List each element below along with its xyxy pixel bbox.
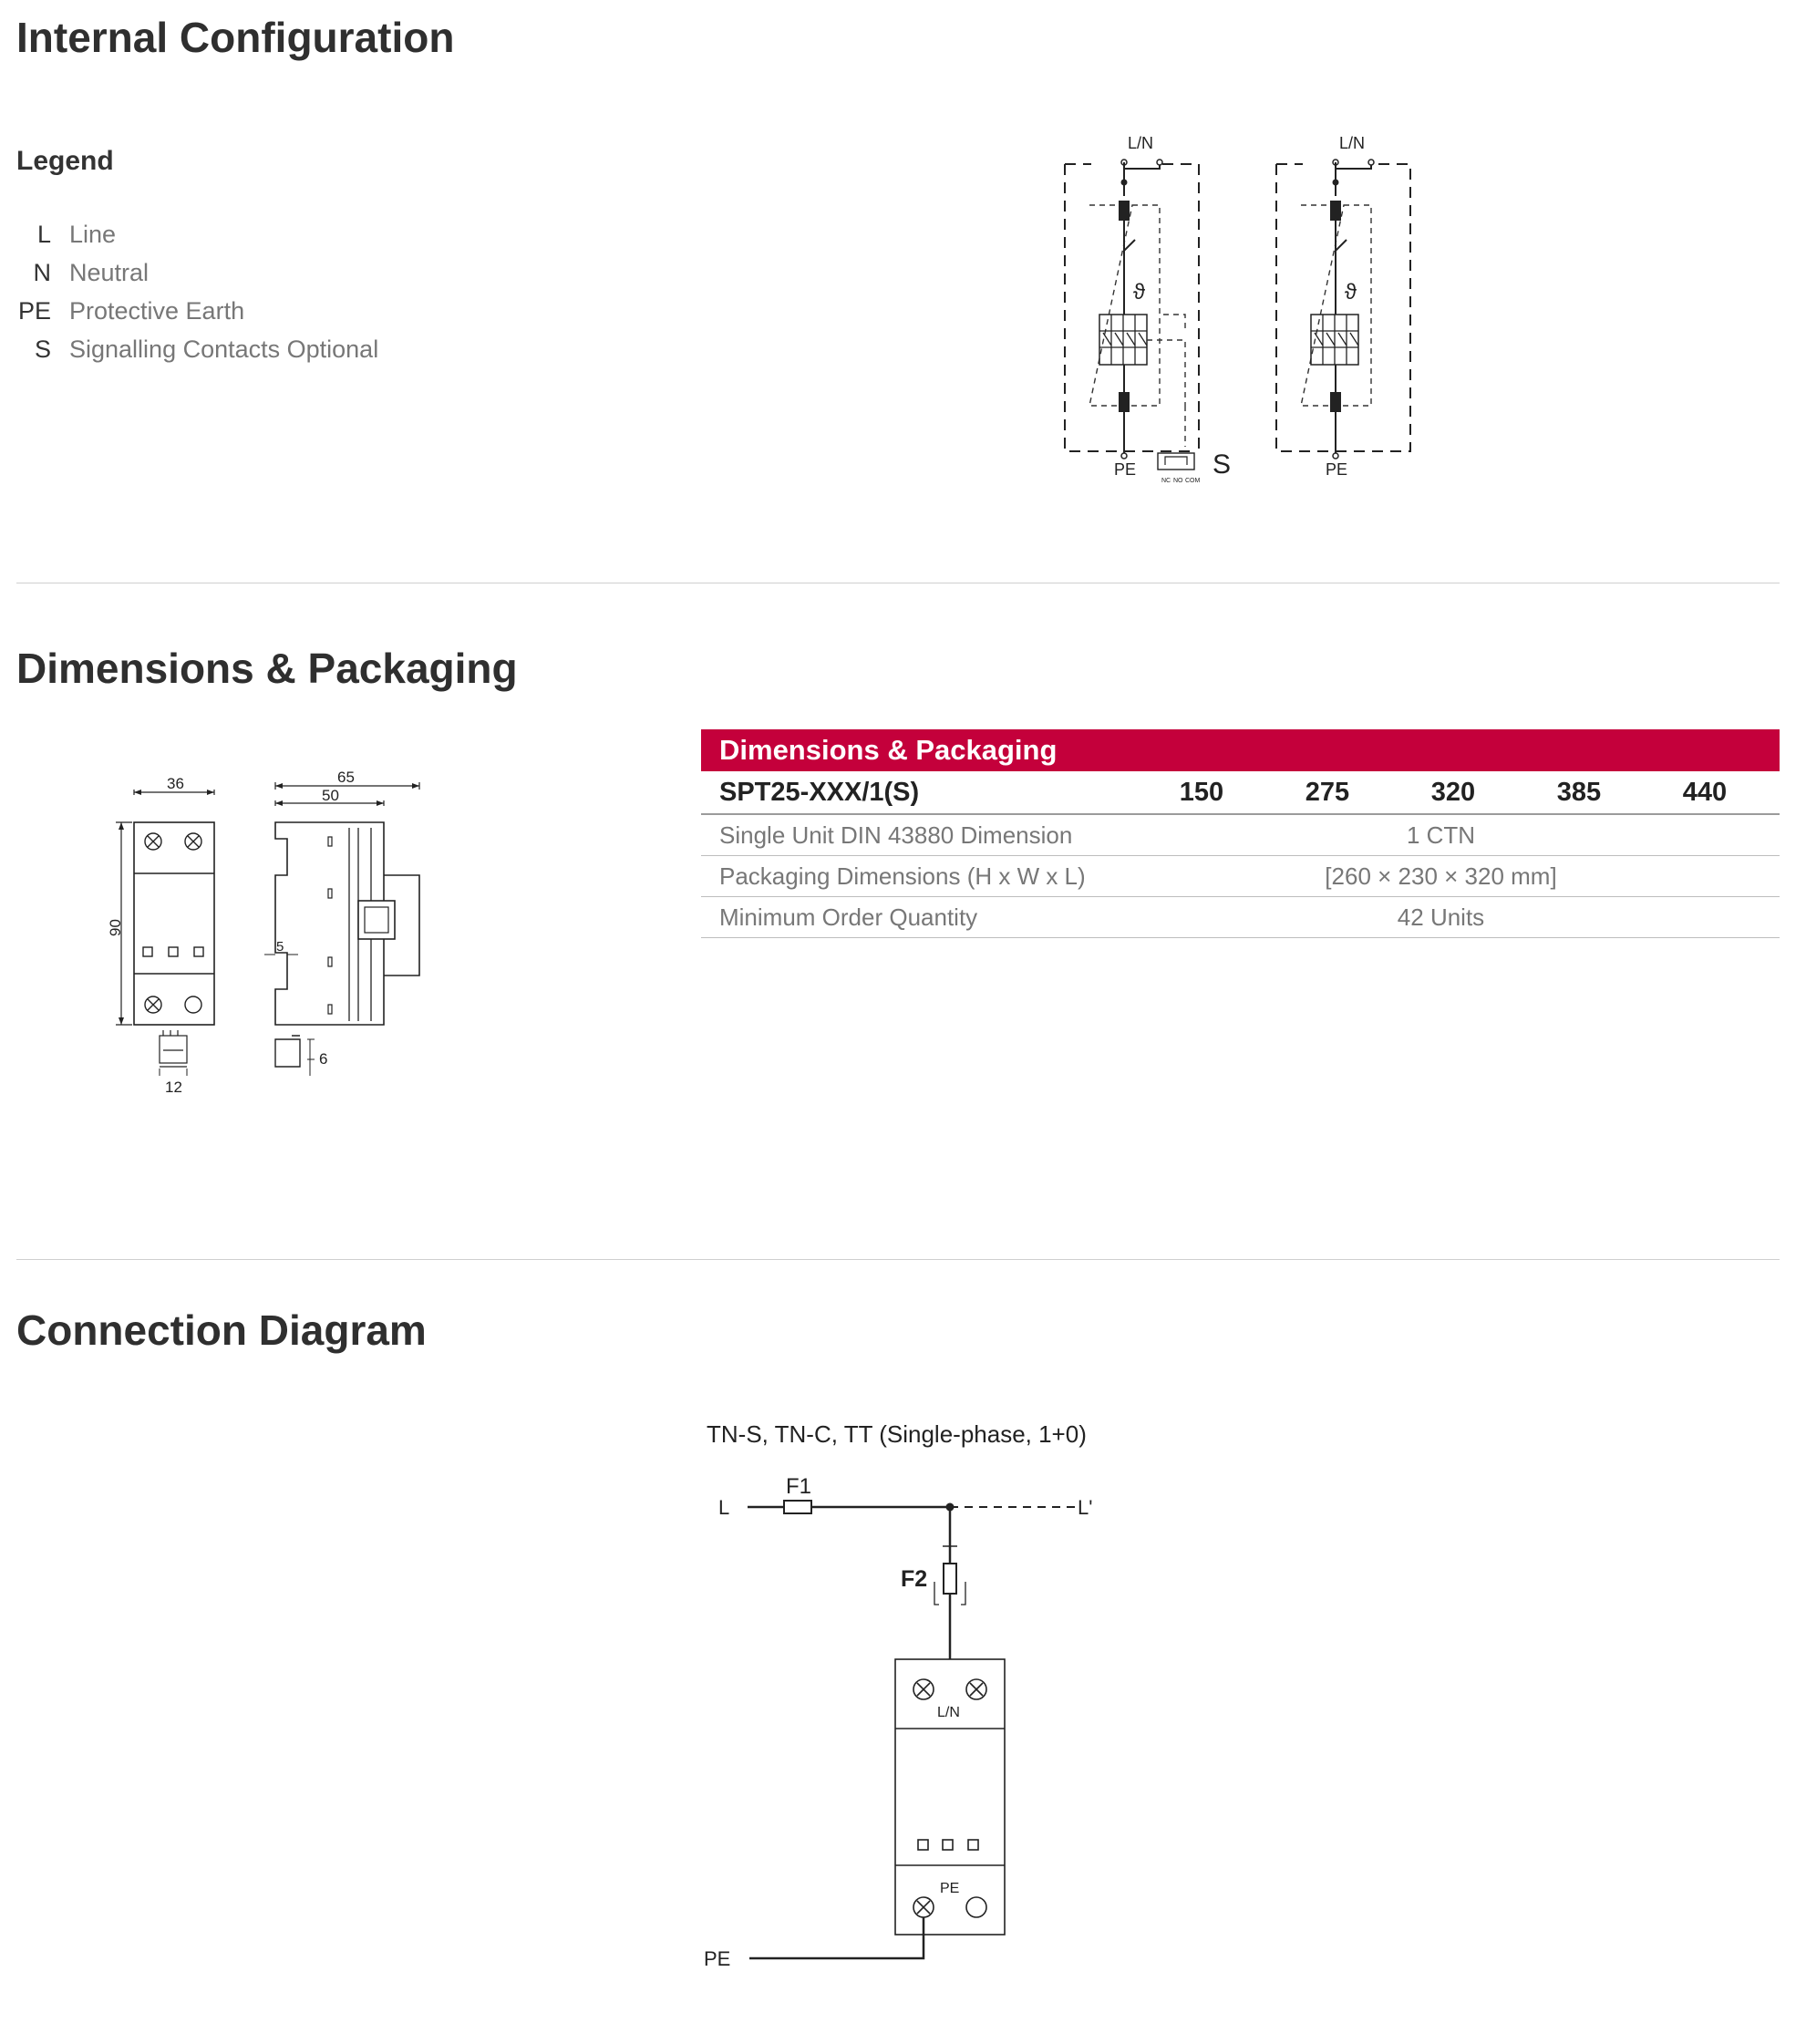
contact-no: NO: [1173, 478, 1183, 484]
table-row: [701, 856, 1780, 897]
schematic-top-label: L/N: [1128, 134, 1154, 152]
legend-list: [16, 215, 378, 368]
table-models-row: [701, 771, 1780, 815]
row-value: [260 × 230 × 320 mm]: [1325, 862, 1557, 890]
f2-label: F2: [901, 1566, 928, 1592]
legend-text: Protective Earth: [69, 296, 245, 325]
section-title-dimensions: Dimensions & Packaging: [16, 645, 518, 692]
legend-item: [16, 330, 378, 368]
dim-90: 90: [107, 919, 124, 936]
schematic-bottom-label: PE: [1326, 460, 1348, 479]
section-title-internal-configuration: Internal Configuration: [16, 14, 455, 61]
dim-65: 65: [337, 769, 355, 786]
legend-code: N: [33, 258, 51, 286]
dim-50: 50: [322, 787, 339, 804]
legend-text: Signalling Contacts Optional: [69, 335, 379, 363]
connection-subtitle: TN-S, TN-C, TT (Single-phase, 1+0): [707, 1420, 1087, 1448]
thermal-symbol: ϑ: [1345, 280, 1357, 305]
device-bottom-label: PE: [940, 1881, 960, 1896]
schematic-s-label: S: [1213, 449, 1232, 480]
line-out-label: L': [1078, 1496, 1093, 1519]
row-value: 1 CTN: [1406, 821, 1476, 849]
section-divider: [16, 1259, 1780, 1260]
f1-label: F1: [786, 1474, 812, 1499]
legend-text: Line: [69, 220, 117, 248]
model-320: 320: [1430, 777, 1476, 807]
dim-36: 36: [167, 775, 184, 792]
contact-nc: NC: [1161, 478, 1171, 484]
model-label: SPT25-XXX/1(S): [719, 777, 920, 807]
table-row: [701, 897, 1780, 938]
legend-item: [16, 253, 378, 292]
legend-item: [16, 292, 378, 330]
pe-label: PE: [704, 1947, 731, 1970]
legend-text: Neutral: [69, 258, 150, 286]
legend-code: PE: [17, 296, 51, 325]
row-label: Single Unit DIN 43880 Dimension: [719, 821, 1073, 849]
row-label: Packaging Dimensions (H x W x L): [719, 862, 1086, 890]
model-440: 440: [1682, 777, 1728, 807]
thermal-symbol: ϑ: [1133, 280, 1146, 305]
dimension-drawing: [105, 766, 433, 1130]
contact-com: COM: [1185, 478, 1201, 484]
legend-code: L: [36, 220, 51, 248]
connection-diagram: [693, 1413, 1149, 1997]
schematic-with-signalling: [1058, 132, 1240, 488]
model-150: 150: [1179, 777, 1224, 807]
legend-code: S: [34, 335, 51, 363]
dim-6: 6: [319, 1050, 328, 1068]
schematic-bottom-label: PE: [1114, 460, 1137, 479]
schematic-top-label: L/N: [1339, 134, 1366, 152]
dim-12: 12: [165, 1079, 182, 1096]
table-row: [701, 815, 1780, 856]
legend-title: Legend: [16, 146, 114, 176]
table-header: Dimensions & Packaging: [701, 729, 1780, 771]
device-top-label: L/N: [937, 1705, 960, 1720]
model-385: 385: [1556, 777, 1602, 807]
row-label: Minimum Order Quantity: [719, 903, 978, 931]
schematic-standard: [1269, 132, 1424, 488]
dim-5: 5: [276, 939, 284, 955]
legend-item: [16, 215, 378, 253]
section-title-connection-diagram: Connection Diagram: [16, 1306, 427, 1354]
line-label: L: [718, 1496, 730, 1519]
row-value: 42 Units: [1397, 903, 1485, 931]
model-275: 275: [1305, 777, 1350, 807]
packaging-table: [701, 729, 1780, 938]
